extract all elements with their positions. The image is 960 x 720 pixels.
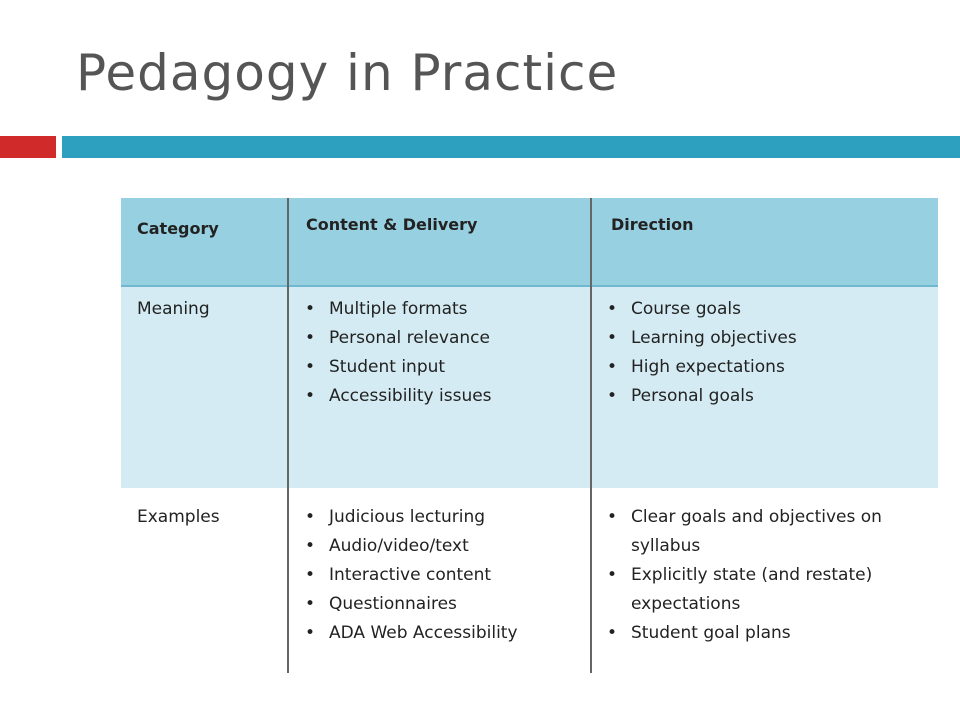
list-item: • Audio/video/text [299, 532, 584, 561]
list-item: • ADA Web Accessibility [299, 619, 584, 648]
list-item: • High expectations [601, 353, 931, 382]
list-item: • Student input [299, 353, 584, 382]
accent-bar-blue [62, 136, 960, 158]
pedagogy-table [121, 198, 938, 673]
accent-bar-red [0, 136, 56, 158]
header-content-delivery: Content & Delivery [306, 215, 478, 234]
header-direction: Direction [611, 215, 694, 234]
column-divider [590, 198, 592, 673]
table-header-row [121, 198, 938, 287]
meaning-direction-list [601, 295, 931, 411]
list-item: • Learning objectives [601, 324, 931, 353]
list-item: • Course goals [601, 295, 931, 324]
list-item: • Judicious lecturing [299, 503, 584, 532]
meaning-content-list [299, 295, 584, 411]
list-item: • Personal relevance [299, 324, 584, 353]
row-category-examples: Examples [137, 507, 220, 527]
examples-direction-list [601, 503, 901, 648]
row-category-meaning: Meaning [137, 299, 210, 319]
header-category: Category [137, 219, 219, 238]
list-item: • Personal goals [601, 382, 931, 411]
slide-title: Pedagogy in Practice [76, 44, 619, 102]
list-item: • Multiple formats [299, 295, 584, 324]
list-item: • Student goal plans [601, 619, 901, 648]
list-item: • Explicitly state (and restate) expectations [601, 561, 901, 619]
list-item: • Accessibility issues [299, 382, 584, 411]
list-item: • Questionnaires [299, 590, 584, 619]
examples-content-list [299, 503, 584, 648]
list-item: • Clear goals and objectives on syllabus [601, 503, 901, 561]
list-item: • Interactive content [299, 561, 584, 590]
column-divider [287, 198, 289, 673]
